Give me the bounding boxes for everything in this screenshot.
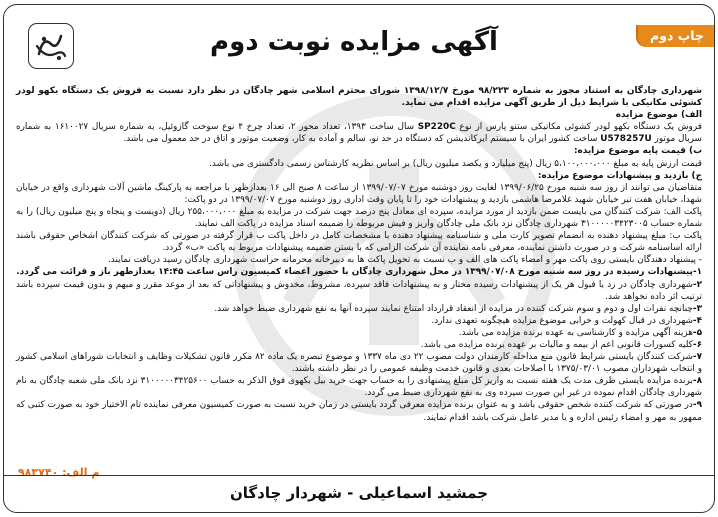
condition-item [16,327,702,339]
condition-text: در صورتی که شرکت کننده شخص حقوقی باشد و به عنوان برنده مزایده معرفی گردد بایستی در زمان خرید نسبت به صورت کمیسیون معرفی نماینده تام الاختیار خود به صورت کتبی که ممهور به مهر و امضاء رئیس اداره و یا مدیر عامل شرکت باشد اقدام نمایند. [16,400,702,423]
condition-item [16,375,702,399]
condition-text: شهرداری چادگان در رد یا قبول هر یک از پیشنهادات رسیده مختار و به پیشنهادات فاقد سپرده، مشروط، مخدوش و پیشنهاداتی که بعد از موعد مقرر و مبهم و بدون قیمت سپرده باشد ترتیب اثر داده نخواهد شد. [16,279,702,302]
engine-serial: U578257U [600,134,652,145]
condition-item [16,266,702,278]
condition-number: ۵- [692,327,702,338]
section-b-heading: ب) قیمت پایه موضوع مزایده: [573,146,702,157]
condition-text: پیشنهادات رسیده در روز سه شنبه مورخ ۱۳۹۹/۰۷/۰۸ در محل شهرداری چادگان با حضور اعضاء کمیسیون راس ساعت ۱۴:۴۵ بعدازظهر باز و قرائت می گردد. [16,267,693,278]
signature-footer: جمشید اسماعیلی - شهردار چادگان [4,475,714,512]
section-a-heading: الف) موضوع مزایده [615,110,702,121]
machine-model: SP220C [417,122,456,133]
section-c-envelope-b: پاکت ب: مبلغ پیشنهاد دهنده به انضمام تصویر کارت ملی و شناسنامه پیشنهاد دهنده با مشخصات کامل در داخل پاکت ب قرار گرفته در صورتی که شرکت کنندگان اشخاص حقوقی باشند ارائه اساسنامه شرکت و در صورت داشتن نماینده، معرفی نامه نماینده آن شرکت الزامی که با بستن ضمیمه پیشنهادات مربوط به پاکت «ب» گردد. [16,231,702,254]
section-a-text-1: فروش یک دستگاه بکهو لودر کشوئی مکانیکی ستنو پارس از نوع [455,122,702,133]
edition-badge: چاپ دوم [636,25,714,47]
condition-text: هزینه آگهی مزایده و کارشناسی به عهده برنده مزایده می باشد. [458,327,693,338]
condition-text: کلیه کسورات قانونی اعم از بیمه و مالیات بر عهده برنده مزایده می باشد. [420,339,693,350]
section-b-text: قیمت ارزش پایه به مبلغ ۵،۱۰۰،۰۰۰،۰۰۰ ریال (پنج میلیارد و یکصد میلیون ریال) بر اساس نظریه کارشناس رسمی دادگستری می باشد. [209,158,702,169]
notice-header [4,5,714,75]
condition-item [16,339,702,351]
intro-paragraph: شهرداری چادگان به استناد مجوز به شماره ۹۸/۲۲۳ مورخ ۱۳۹۸/۱۲/۷ شورای محترم اسلامی شهر چادگان در نظر دارد نسبت به فروش یک دستگاه بکهو لودر کشوئی مکانیکی با شرایط ذیل از طریق آگهی مزایده اقدام می نماید. [16,86,702,109]
section-a-text-2: سال ساخت ۱۳۹۳، تعداد محور ۲، تعداد چرخ ۴ نوع سوخت گازوئیل، به شماره سریال ۱۶۱۰۰۲۷ به شماره سریال موتور [16,122,702,145]
section-c-heading: ج) بازدید و پیشنهادات موضوع مزایده: [537,170,702,181]
condition-text: چنانچه نفرات اول و دوم و سوم شرکت کننده در مزایده از انعقاد قرارداد امتناع نمایند سپرده آنها به نفع شهرداری ضبط خواهد شد. [214,303,693,314]
conditions-list [16,266,702,423]
municipality-logo-icon [28,23,74,69]
section-a-text-3: ساخت کشور ایران با سیستم ایرکاندیشن که دستگاه در حد نو، سالم و آماده به کار، وضعیت موتور و اتاق در حد معمول می باشد. [123,134,601,145]
condition-number: ۴- [692,315,702,326]
condition-item [16,399,702,423]
notice-frame [3,4,715,513]
condition-number: ۳- [692,303,702,314]
condition-item [16,279,702,303]
condition-item [16,351,702,375]
condition-text: برنده مزایده بایستی ظرف مدت یک هفته نسبت به واریز کل مبلغ پیشنهادی را به حساب جهت خرید بیل بکهوی فوق الذکر به حساب ۳۱۰۰۰۰۰۳۴۲۵۶۰۰ نزد بانک ملی شعبه چادگان به نام شهرداری چادگان اقدام نموده در غیر این صورت سپرده وی به نفع شهرداری ضبط می گردد. [16,376,702,399]
section-a-text [16,121,702,145]
condition-item [16,315,702,327]
condition-number: ۱- [692,267,702,278]
condition-number: ۸- [692,376,702,387]
section-c-envelope-a: پاکت الف: شرکت کنندگان می بایست ضمن بازدید از مورد مزایده، سپرده ای معادل پنج درصد جهت شرکت در مزایده به مبلغ ۲۵۵،۰۰۰،۰۰۰ ریال (دویست و پنجاه و پنج میلیون ریال) را به شماره حساب ۳۱۰۰۰۰۰۳۴۲۳۰۰۵ شهرداری چادگان نزد بانک ملی چادگان واریز و فیش مربوطه را ضمیمه اسناد مزایده در پاکت الف نمایند. [16,206,702,230]
notice-title: آگهی مزایده نوبت دوم [210,27,498,57]
section-c-visit-paragraph: متقاضیان می توانند از روز سه شنبه مورخ ۱۳۹۹/۰۶/۲۵ لغایت روز دوشنبه مورخ ۱۳۹۹/۰۷/۰۷ از ساعت ۸ صبح الی ۱۶ بعدازظهر با مراجعه به پارکینگ ماشین آلات شهرداری واقع در خیابان شهدا، خیابان هفت تیر خیابان شهید غلامرضا هاشمی بازدید و پیشنهادات خود را تا پایان وقت اداری روز دوشنبه مورخ ۱۳۹۹/۰۷/۰۷ در دو پاکت: [16,182,702,205]
condition-number: ۹- [692,400,702,411]
condition-number: ۷- [692,352,702,363]
serial-number: م الف: ۹۸۳۷۴۰ [18,466,100,479]
condition-text: شهرداری در قبال کهولت و خرابی موضوع مزایده هیچگونه تعهدی ندارد. [431,315,693,326]
condition-number: ۲- [692,279,702,290]
condition-text: شرکت کنندگان بایستی شرایط قانون منع مداخله کارمندان دولت مصوب ۲۲ دی ماه ۱۳۳۷ و موضوع تبصره یک ماده ۸۲ مکرر قانون تشکیلات وظایف و انتخابات شوراهای اسلامی کشور و انتخاب شهرداران مصوب ۱۳۷۵/۰۳/۰۱ با اصلاحات بعدی و قانون خدمت وظیفه عمومی را در نظر داشته باشند. [16,352,702,375]
condition-number: ۶- [692,339,702,350]
condition-item [16,303,702,315]
notice-body [16,85,702,424]
section-c-delivery: - پیشنهاد دهندگان بایستی روی پاکت مهر و امضاء پاکت های الف و ب نسبت به تحویل پاکت ها به دبیرخانه محرمانه حراست شهرداری چادگان رسید دریافت نمایند. [107,255,702,266]
